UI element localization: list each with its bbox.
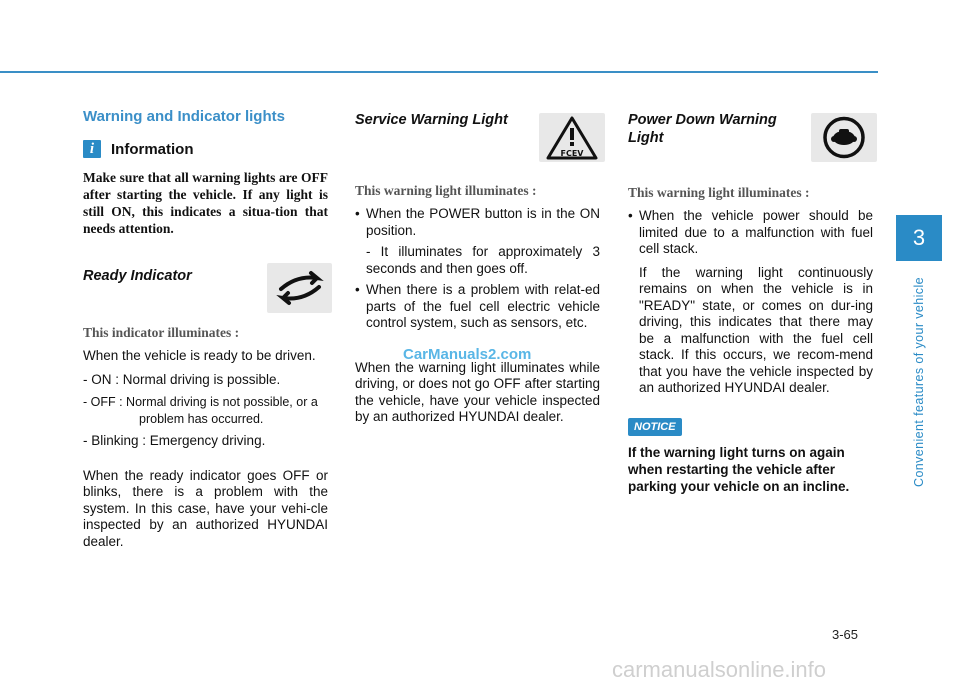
ready-indicator-title: Ready Indicator	[83, 268, 192, 284]
power-bullet-1-cont: If the warning light continuously remains on when the vehicle is in "READY" state, or comes on dur-ing driving, this indicates that there may be a malfunction with the fuel cell stack. If this occurs, we recom-mend that you have the vehicle inspected by an authorized HYUNDAI dealer.	[639, 264, 873, 395]
column-3	[628, 108, 873, 495]
ready-item-on: - ON : Normal driving is possible.	[83, 371, 281, 387]
service-warning-title: Service Warning Light	[355, 112, 508, 128]
service-warning-icon	[539, 113, 605, 162]
chapter-tab	[896, 215, 942, 261]
column-1	[83, 108, 328, 550]
watermark: CarManuals2.com	[403, 346, 532, 363]
power-down-title: Power Down Warning Light	[628, 112, 777, 146]
service-body: When the warning light illuminates while driving, or does not go OFF after starting the vehicle, have your vehicle inspected by an authorized HYUNDAI dealer.	[355, 359, 600, 424]
notice-text: If the warning light turns on again when restarting the vehicle after parking your vehicle on an incline.	[628, 444, 850, 494]
chapter-title: Convenient features of your vehicle	[912, 277, 926, 487]
power-list	[628, 208, 873, 258]
footer-watermark: carmanualsonline.info	[612, 657, 827, 682]
chapter-number: 3	[912, 225, 926, 250]
power-illuminates-heading: This warning light illuminates :	[628, 185, 810, 200]
ready-item-blinking: - Blinking : Emergency driving.	[83, 433, 266, 448]
info-header	[83, 140, 328, 158]
notice-badge: NOTICE	[628, 418, 682, 436]
service-bullet-2: • When there is a problem with relat-ed parts of the fuel cell electric vehicle control system, such as sensors, etc.	[355, 282, 600, 332]
ready-illuminates-heading: This indicator illuminates :	[83, 325, 240, 340]
info-icon: i	[83, 140, 101, 158]
info-label: Information	[111, 140, 194, 158]
service-bullet-1: • When the POWER button is in the ON position.	[355, 206, 600, 239]
service-list-2	[355, 282, 600, 332]
service-sub-item: - It illuminates for approximately 3 seconds and then goes off.	[366, 244, 600, 276]
ready-indicator-icon	[267, 263, 332, 313]
power-bullet-1: • When the vehicle power should be limited due to a malfunction with fuel cell stack.	[628, 208, 873, 258]
ready-intro: When the vehicle is ready to be driven.	[83, 348, 316, 363]
info-text: Make sure that all warning lights are OFF after starting the vehicle. If any light is still ON, this indicates a situa-tion that needs attention.	[83, 170, 328, 236]
power-down-warning-icon	[811, 113, 877, 162]
ready-body: When the ready indicator goes OFF or blinks, there is a problem with the system. In this case, have your vehi-cle inspected by an authorized HYUNDAI dealer.	[83, 467, 328, 549]
fcev-text: FCEV	[560, 149, 584, 158]
ready-item-off: - OFF : Normal driving is not possible, or a problem has occurred.	[83, 395, 318, 426]
service-list	[355, 206, 600, 239]
chapter-title-vertical	[896, 268, 942, 496]
header-rule	[0, 71, 878, 73]
section-title: Warning and Indicator lights	[83, 108, 285, 125]
service-illuminates-heading: This warning light illuminates :	[355, 183, 537, 198]
page-number: 3-65	[832, 627, 859, 642]
